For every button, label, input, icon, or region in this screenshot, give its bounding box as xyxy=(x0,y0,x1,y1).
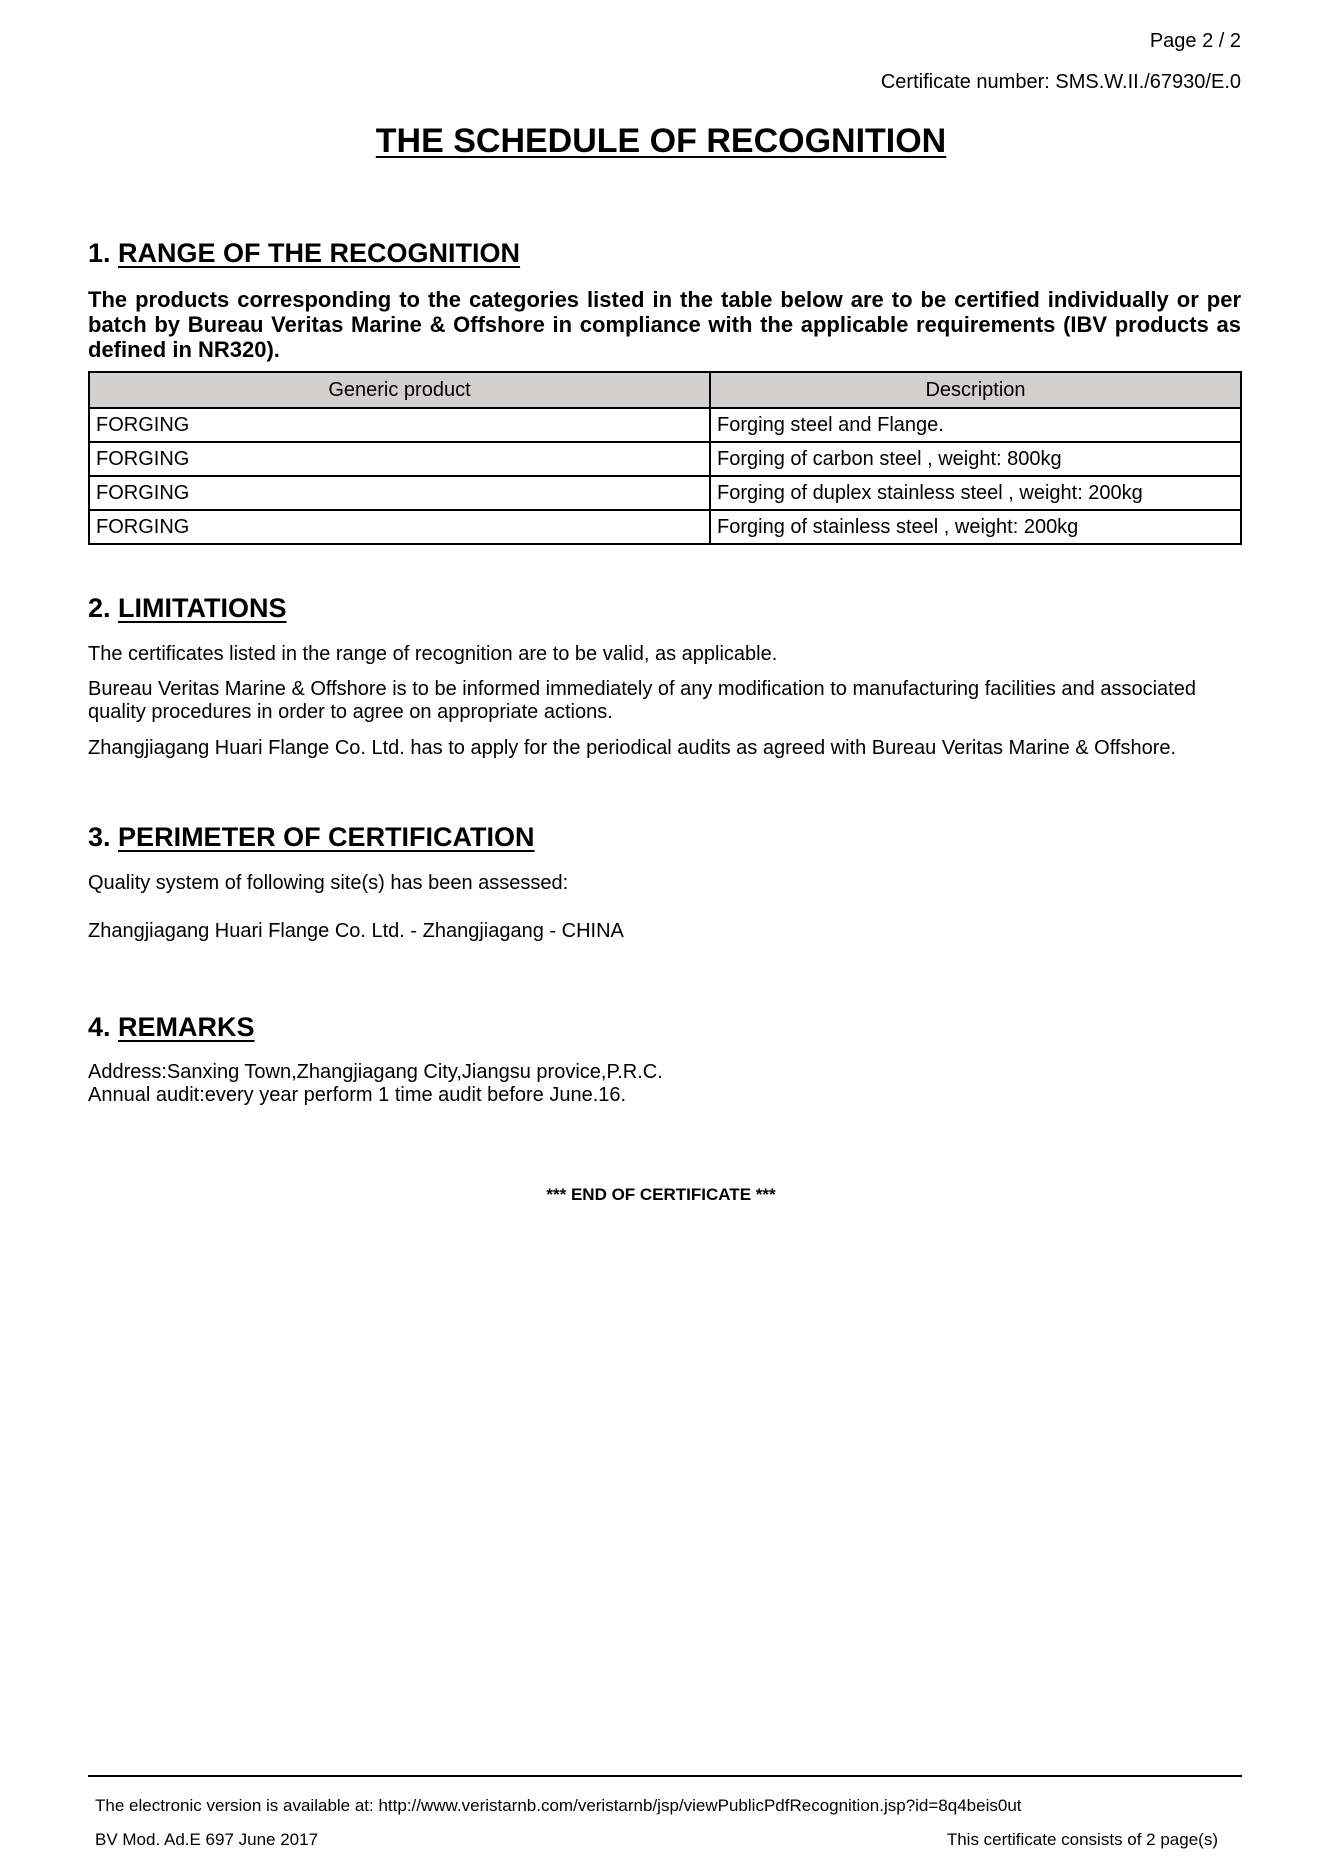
footer-electronic-version: The electronic version is available at: http://www.veristarnb.com/veristarnb/jsp/viewPublicPdfRecognition.jsp?id=8q4beis0ut xyxy=(95,1796,1022,1815)
cell-generic-product: FORGING xyxy=(89,408,710,442)
section-number: 3. xyxy=(88,822,111,852)
cell-description: Forging of carbon steel , weight: 800kg xyxy=(710,442,1241,476)
section-title: REMARKS xyxy=(118,1012,255,1042)
end-of-certificate: *** END OF CERTIFICATE *** xyxy=(546,1185,776,1204)
section-title: PERIMETER OF CERTIFICATION xyxy=(118,822,535,852)
page-title xyxy=(0,122,1322,161)
certificate-number: Certificate number: SMS.W.II./67930/E.0 xyxy=(880,71,1241,93)
limitations-paragraph-3: Zhangjiagang Huari Flange Co. Ltd. has to apply for the periodical audits as agreed with Bureau Veritas Marine & Offshore. xyxy=(88,737,1177,759)
recognition-table xyxy=(88,371,1242,545)
limitations-paragraph-1: The certificates listed in the range of recognition are to be valid, as applicable. xyxy=(88,643,778,665)
section-title: RANGE OF THE RECOGNITION xyxy=(118,238,521,268)
cell-generic-product: FORGING xyxy=(89,442,710,476)
cell-generic-product: FORGING xyxy=(89,510,710,544)
cell-description: Forging steel and Flange. xyxy=(710,408,1241,442)
table-row xyxy=(89,510,1241,544)
table-header-row xyxy=(89,372,1241,408)
table-row xyxy=(89,408,1241,442)
remarks-annual-audit: Annual audit:every year perform 1 time audit before June.16. xyxy=(88,1084,627,1106)
section-heading-range xyxy=(88,238,520,269)
section-heading-limitations xyxy=(88,593,287,624)
perimeter-site: Zhangjiagang Huari Flange Co. Ltd. - Zhangjiagang - CHINA xyxy=(88,920,624,942)
table-row xyxy=(89,442,1241,476)
section-heading-perimeter xyxy=(88,822,535,853)
column-header-description: Description xyxy=(710,372,1241,408)
section-number: 2. xyxy=(88,593,111,623)
section-number: 4. xyxy=(88,1012,111,1042)
footer-page-count: This certificate consists of 2 page(s) xyxy=(946,1830,1218,1849)
cell-description: Forging of duplex stainless steel , weight: 200kg xyxy=(710,476,1241,510)
section-number: 1. xyxy=(88,238,111,268)
cell-description: Forging of stainless steel , weight: 200kg xyxy=(710,510,1241,544)
section-heading-remarks xyxy=(88,1012,255,1043)
remarks-address: Address:Sanxing Town,Zhangjiagang City,Jiangsu provice,P.R.C. xyxy=(88,1061,663,1083)
table-row xyxy=(89,476,1241,510)
range-intro: The products corresponding to the categories listed in the table below are to be certified individually or per batch by Bureau Veritas Marine & Offshore in compliance with the applicable requirements (IBV products as defined in NR320). xyxy=(88,287,1241,362)
section-title: LIMITATIONS xyxy=(118,593,287,623)
column-header-generic-product: Generic product xyxy=(89,372,710,408)
page-title-text: THE SCHEDULE OF RECOGNITION xyxy=(375,122,947,160)
footer-form-reference: BV Mod. Ad.E 697 June 2017 xyxy=(95,1830,319,1849)
limitations-paragraph-2: Bureau Veritas Marine & Offshore is to be informed immediately of any modification to manufacturing facilities and associated quality procedures in order to agree on appropriate actions. xyxy=(88,678,1196,723)
perimeter-paragraph-1: Quality system of following site(s) has been assessed: xyxy=(88,872,569,894)
cell-generic-product: FORGING xyxy=(89,476,710,510)
footer-divider xyxy=(88,1775,1242,1777)
page-number: Page 2 / 2 xyxy=(1149,30,1241,52)
